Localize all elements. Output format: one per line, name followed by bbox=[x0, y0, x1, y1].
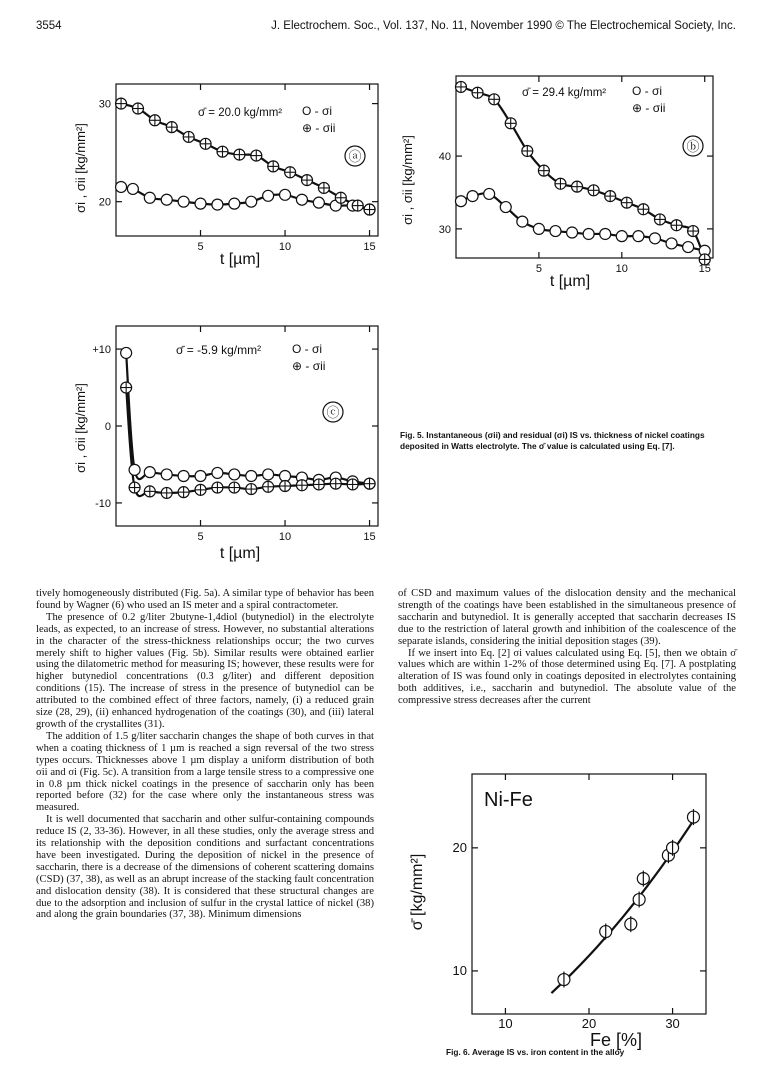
sigma-i-point bbox=[116, 181, 127, 192]
y-tick-labels bbox=[439, 151, 451, 236]
sigma-ii-point bbox=[364, 204, 375, 215]
sigma-ii-point bbox=[621, 197, 632, 208]
sigma-i-point bbox=[567, 227, 578, 238]
figure-5c bbox=[70, 316, 390, 566]
y-tick-labels bbox=[99, 99, 111, 209]
paragraph: It is well documented that saccharin and other sulfur-containing compounds reduce IS (2, 33-36). However, in all these studies, only the average stress and its relationship with the deposition conditions and surfactant concentrations have been investigated. During the deposition of nickel in the presence of saccharin, there is a decrease of the dimensions of coherent scattering domains (CSD) (37, 38), as well as an abrupt increase of the stacking fault concentration and dislocation density (38). It is considered that these structural changes are due to the adsorption and inclusion of sulfur in the crystal lattice of nickel (38) and along the grain boundaries (37, 38). Minimum dimensions bbox=[36, 814, 374, 921]
x-axis-label: t [µm] bbox=[219, 251, 261, 268]
sigma-ii-point bbox=[280, 481, 291, 492]
alloy-label: Ni-Fe bbox=[484, 789, 533, 811]
sigma-ii-point bbox=[200, 138, 211, 149]
y-tick-label: 10 bbox=[452, 962, 467, 978]
figure-5-caption: Fig. 5. Instantaneous (σii) and residual (σi) IS vs. thickness of nickel coatings deposited in Watts electrolyte. The σ̄ value is calculated using Eq. [7]. bbox=[400, 430, 705, 451]
x-axis-label: t [µm] bbox=[549, 273, 591, 290]
data-point bbox=[633, 892, 645, 908]
x-tick-label: 15 bbox=[363, 241, 376, 253]
sigma-ii-point bbox=[251, 150, 262, 161]
y-tick-label: +10 bbox=[92, 344, 111, 357]
sigma-i-point bbox=[263, 469, 274, 480]
figure-5b bbox=[400, 62, 730, 290]
page-number: 3554 bbox=[36, 20, 62, 32]
sigma-ii-point bbox=[671, 220, 682, 231]
y-tick-label: 30 bbox=[98, 98, 111, 111]
sigma-ii-point bbox=[572, 181, 583, 192]
sigma-ii-point bbox=[246, 484, 257, 495]
journal-title: J. Electrochem. Soc., Vol. 137, No. 11, November 1990 © The Electrochemical Society, Inc. bbox=[271, 20, 736, 32]
sigma-ii-point bbox=[654, 214, 665, 225]
sigma-ii-point bbox=[588, 185, 599, 196]
sigma-ii-point bbox=[638, 204, 649, 215]
sigma-i-point bbox=[633, 231, 644, 242]
y-tick-label: 0 bbox=[104, 421, 111, 433]
sigma-i-point bbox=[296, 194, 307, 205]
sigma-i-point bbox=[229, 198, 240, 209]
y-tick-label: -10 bbox=[95, 497, 111, 510]
y-tick-labels bbox=[92, 344, 111, 510]
sigma-i-point bbox=[280, 471, 291, 482]
right-text-column bbox=[398, 588, 736, 707]
figure-6 bbox=[400, 762, 730, 1050]
x-tick-label: 15 bbox=[363, 531, 376, 543]
sigma-ii-point bbox=[347, 479, 358, 490]
legend-sigma-ii: ⊕ - σii bbox=[632, 101, 666, 115]
sigma-ii-point bbox=[505, 118, 516, 129]
sigma-ii-point bbox=[129, 482, 140, 493]
sigma-i-point bbox=[583, 228, 594, 239]
sigma-ii-point bbox=[212, 482, 223, 493]
sigma-ii-point bbox=[183, 131, 194, 142]
sigma-ii-point bbox=[555, 178, 566, 189]
data-point bbox=[600, 924, 612, 940]
x-tick-label: 5 bbox=[197, 531, 204, 543]
sigma-i-point bbox=[144, 467, 155, 478]
sigma-i-point bbox=[517, 216, 528, 227]
sigma-ii-point bbox=[313, 479, 324, 490]
sigma-ii-point bbox=[330, 478, 341, 489]
sigma-i-point bbox=[195, 198, 206, 209]
panel-label: ⓐ bbox=[348, 149, 362, 164]
sigma-ii-point bbox=[302, 175, 313, 186]
sigma-i-point bbox=[121, 347, 132, 358]
paragraph: The presence of 0.2 g/liter 2butyne-1,4diol (butynediol) in the electrolyte leads, as expected, to an increase of stress. However, no substantial alterations in the character of the stress-thickness relationships occur; the two curves merely shift to higher values (Fig. 5b). Similar results were obtained earlier using the dilatometric method for measuring IS; however, these results were for higher butynediol concentrations (0.3 g/liter) and different deposition conditions (15). The increase of stress in the presence of butynediol can be attributed to the combined effect of three factors, namely, (i) a reduced grain size (28, 29), (ii) enhanced hydrogenation of the coatings (30), and (iii) lateral growth of the crystallites (31). bbox=[36, 611, 374, 730]
panel-label: ⓑ bbox=[686, 139, 700, 154]
x-axis-label: t [µm] bbox=[219, 545, 261, 562]
x-tick-label: 15 bbox=[698, 263, 711, 275]
sigma-ii-point bbox=[472, 87, 483, 98]
y-axis-label: σi , σii [kg/mm²] bbox=[73, 383, 88, 473]
x-tick-label: 10 bbox=[278, 241, 292, 253]
sigma-ii-point bbox=[217, 146, 228, 157]
x-tick-label: 10 bbox=[615, 263, 628, 275]
sigma-i-point bbox=[161, 469, 172, 480]
sigma-i-point bbox=[550, 226, 561, 237]
sigma-i-point bbox=[455, 196, 466, 207]
sigma-i-point bbox=[178, 196, 189, 207]
y-tick-label: 40 bbox=[438, 151, 451, 164]
sigma-i-point bbox=[195, 471, 206, 482]
sigma-i-point bbox=[129, 464, 140, 475]
y-axis-label: σi , σii [kg/mm²] bbox=[400, 135, 415, 225]
sigma-i-point bbox=[263, 190, 274, 201]
paragraph: The addition of 1.5 g/liter saccharin changes the shape of both curves in that when a coating thickness of 1 µm is reached a sign reversal of the two stress types occurs. Thicknesses above 1 µm display a uniform distribution of both σii and σi (Fig. 5c). A transition from a large tensile stress to a compressive one in 0.8 µm thick nickel coatings in the presence of saccharin only has been reported before (32) for the case where only the instantaneous stress was measured. bbox=[36, 730, 374, 814]
sigma-ii-point bbox=[132, 103, 143, 114]
sigma-i-point bbox=[212, 467, 223, 478]
sigma-ii-point bbox=[229, 482, 240, 493]
sigma-ii-point bbox=[688, 226, 699, 237]
sigma-ii-point bbox=[268, 161, 279, 172]
sigma-mean-label: σ̄ = 29.4 kg/mm² bbox=[522, 87, 607, 99]
sigma-i-point bbox=[246, 471, 257, 482]
sigma-i-point bbox=[229, 469, 240, 480]
left-text-column bbox=[36, 588, 374, 921]
paragraph: tively homogeneously distributed (Fig. 5a). A similar type of behavior has been found by Wagner (6) who used an IS meter and a spiral contractometer. bbox=[36, 588, 374, 611]
sigma-ii-point bbox=[195, 484, 206, 495]
legend-sigma-ii: ⊕ - σii bbox=[302, 121, 336, 135]
x-tick-label: 5 bbox=[197, 241, 204, 253]
data-point bbox=[625, 916, 637, 932]
sigma-i-point bbox=[280, 189, 291, 200]
sigma-i-point bbox=[683, 242, 694, 253]
sigma-ii-point bbox=[352, 200, 363, 211]
sigma-ii-point bbox=[296, 480, 307, 491]
figure-6-caption: Fig. 6. Average IS vs. iron content in the alloy bbox=[446, 1047, 625, 1057]
sigma-i-point bbox=[500, 202, 511, 213]
x-tick-labels bbox=[197, 531, 375, 543]
sigma-ii-point bbox=[318, 182, 329, 193]
sigma-ii-point bbox=[285, 167, 296, 178]
sigma-i-point bbox=[616, 231, 627, 242]
sigma-ii-point bbox=[116, 98, 127, 109]
x-tick-label: 5 bbox=[535, 263, 542, 275]
paragraph: of CSD and maximum values of the dislocation density and the mechanical strength of the coatings have been established in the simultaneous presence of saccharin and butynediol. It is generally accepted that saccharin decreases IS due to the restriction of lateral growth and inhibition of the coalescence of the separate islands, considering the initial deposition stages (39). bbox=[398, 588, 736, 647]
sigma-i-point bbox=[533, 223, 544, 234]
legend-sigma-ii: ⊕ - σii bbox=[292, 359, 326, 373]
sigma-mean-label: σ̄ = 20.0 kg/mm² bbox=[198, 107, 283, 119]
y-tick-labels bbox=[453, 840, 467, 978]
x-tick-labels bbox=[498, 1016, 680, 1031]
legend-sigma-i: O - σi bbox=[302, 104, 333, 118]
sigma-i-point bbox=[127, 183, 138, 194]
sigma-ii-point bbox=[144, 486, 155, 497]
x-tick-label: 30 bbox=[665, 1016, 680, 1031]
x-axis-label: Fe [%] bbox=[589, 1030, 643, 1050]
sigma-i-point bbox=[313, 197, 324, 208]
sigma-ii-point bbox=[166, 122, 177, 133]
x-tick-label: 10 bbox=[498, 1016, 513, 1031]
sigma-ii-point bbox=[522, 145, 533, 156]
x-tick-label: 10 bbox=[278, 531, 292, 543]
sigma-ii-point bbox=[455, 81, 466, 92]
y-tick-label: 20 bbox=[98, 196, 111, 209]
sigma-ii-point bbox=[364, 478, 375, 489]
sigma-i-point bbox=[467, 191, 478, 202]
y-axis-label: σ̄ [kg/mm²] bbox=[409, 853, 426, 931]
sigma-i-point bbox=[178, 471, 189, 482]
legend-sigma-i: O - σi bbox=[632, 84, 663, 98]
y-tick-label: 30 bbox=[438, 223, 451, 236]
sigma-ii-point bbox=[161, 487, 172, 498]
sigma-i-point bbox=[144, 192, 155, 203]
sigma-i-point bbox=[600, 228, 611, 239]
sigma-mean-label: σ̄ = -5.9 kg/mm² bbox=[176, 343, 262, 357]
sigma-ii-point bbox=[335, 192, 346, 203]
sigma-ii-point bbox=[263, 481, 274, 492]
sigma-i-point bbox=[666, 238, 677, 249]
sigma-ii-point bbox=[149, 115, 160, 126]
fit-curve bbox=[551, 814, 697, 993]
sigma-ii-point bbox=[121, 382, 132, 393]
panel-label: ⓒ bbox=[326, 405, 340, 420]
sigma-ii-point bbox=[538, 165, 549, 176]
sigma-i-point bbox=[246, 196, 257, 207]
running-header bbox=[36, 20, 736, 36]
paragraph: If we insert into Eq. [2] σi values calculated using Eq. [5], then we obtain σ̄ values which are within 1-2% of those determined using Eq. [7]. A postplating alteration of IS was found only in coatings deposited in electrolytes containing both additives, i.e., saccharin and butynediol. The absolute value of the compressive stress decreases after the current bbox=[398, 647, 736, 707]
sigma-ii-point bbox=[489, 94, 500, 105]
y-tick-label: 20 bbox=[452, 839, 467, 855]
data-point bbox=[687, 809, 699, 825]
sigma-i-point bbox=[212, 199, 223, 210]
y-axis-label: σi , σii [kg/mm²] bbox=[73, 123, 88, 213]
x-tick-label: 20 bbox=[581, 1016, 597, 1031]
sigma-i-point bbox=[484, 188, 495, 199]
sigma-ii-point bbox=[234, 149, 245, 160]
sigma-i-point bbox=[649, 233, 660, 244]
sigma-ii-point bbox=[605, 191, 616, 202]
sigma-i-point bbox=[161, 194, 172, 205]
data-points bbox=[558, 809, 700, 987]
figure-5a bbox=[70, 76, 390, 276]
legend-sigma-i: O - σi bbox=[292, 342, 323, 356]
sigma-ii-point bbox=[178, 487, 189, 498]
